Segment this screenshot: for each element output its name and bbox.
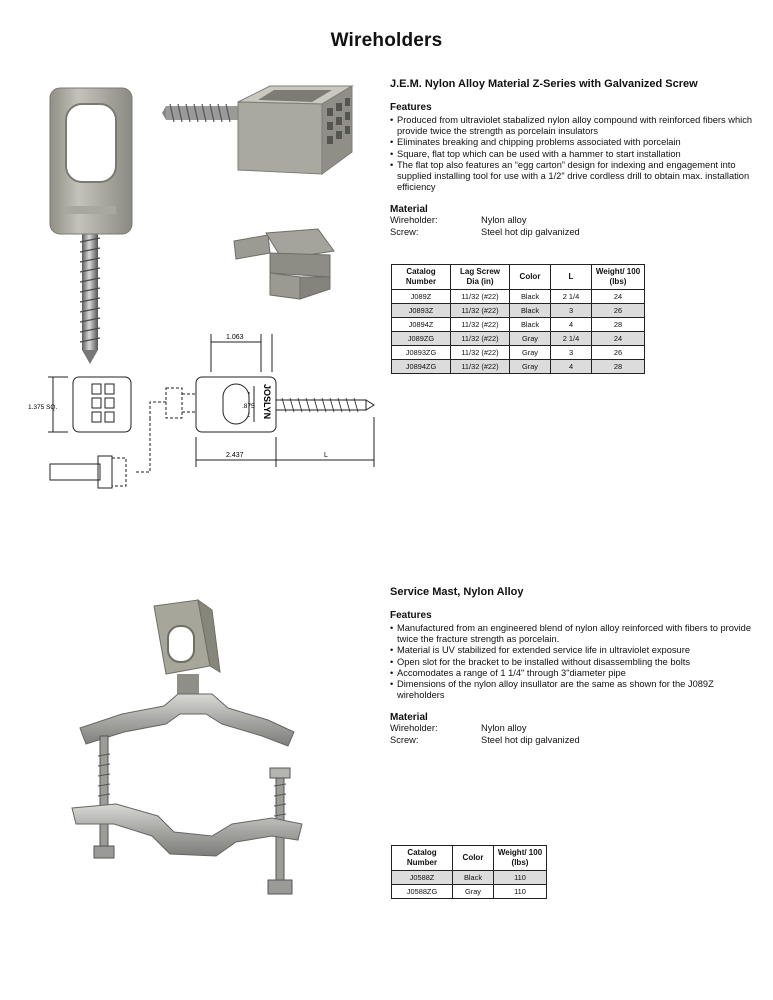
table-cell: Gray: [453, 885, 494, 899]
table-cell: 11/32 (#22): [451, 346, 510, 360]
table-cell: 28: [592, 318, 645, 332]
column-header: Catalog Number: [392, 846, 453, 871]
joslyn-mark: JOSLYN: [262, 384, 272, 420]
section1-title: J.E.M. Nylon Alloy Material Z-Series with Galvanized Screw: [390, 78, 698, 90]
table-cell: Gray: [510, 346, 551, 360]
column-header: Catalog Number: [392, 265, 451, 290]
table-row: [392, 871, 547, 885]
section2-spec-table: [391, 845, 547, 899]
table-cell: Gray: [510, 332, 551, 346]
section-wireholders-z: [390, 78, 762, 238]
table-cell: 110: [494, 871, 547, 885]
table-row: [392, 290, 645, 304]
table-cell: 11/32 (#22): [451, 290, 510, 304]
dim-side-label: 1.375 SQ.: [28, 404, 58, 411]
table-cell: 2 1/4: [551, 290, 592, 304]
table-cell: J0894Z: [392, 318, 451, 332]
table-cell: 28: [592, 360, 645, 374]
table-cell: J089Z: [392, 290, 451, 304]
table-cell: 24: [592, 332, 645, 346]
table-cell: 3: [551, 304, 592, 318]
table-row: [392, 346, 645, 360]
section1-material: [390, 215, 762, 238]
table-cell: Black: [510, 290, 551, 304]
dim-l-label: L: [324, 452, 328, 459]
feature-item: • Manufactured from an engineered blend of nylon alloy reinforced with fibers to provide twice the fracture strength as porcelain.: [390, 623, 762, 645]
feature-item: • Dimensions of the nylon alloy insullator are the same as shown for the J089Z wireholders: [390, 679, 762, 701]
material-value: Steel hot dip galvanized: [481, 226, 580, 237]
feature-item: • Material is UV stabilized for extended service life in ultraviolet exposure: [390, 645, 762, 656]
dim-slot-label: .875: [242, 403, 255, 410]
table-cell: 26: [592, 346, 645, 360]
section-service-mast: [390, 586, 762, 746]
section1-features-list: [390, 115, 762, 193]
dimension-drawing: [28, 322, 380, 512]
section2-features-heading: Features: [390, 610, 432, 621]
section2-features-list: [390, 623, 762, 701]
table-row: [392, 304, 645, 318]
feature-item: • The flat top also features an “egg carton” design for indexing and engagement into supplied installing tool for use with a 1/2" drive cordless drill to obtain max. installation efficiency: [390, 160, 762, 194]
material-value: Nylon alloy: [481, 215, 527, 226]
table-cell: Black: [510, 304, 551, 318]
table-cell: J0588ZG: [392, 885, 453, 899]
table-cell: 11/32 (#22): [451, 304, 510, 318]
feature-item: • Accomodates a range of 1 1/4" through 3"diameter pipe: [390, 668, 762, 679]
column-header: Weight/ 100 (lbs): [494, 846, 547, 871]
column-header: Color: [453, 846, 494, 871]
section1-material-heading: Material: [390, 204, 428, 216]
table-cell: 26: [592, 304, 645, 318]
table-cell: J089ZG: [392, 332, 451, 346]
column-header: L: [551, 265, 592, 290]
column-header: Lag Screw Dia (in): [451, 265, 510, 290]
material-label: Screw:: [390, 734, 419, 745]
table-row: [392, 318, 645, 332]
table-row: [392, 332, 645, 346]
table-cell: 4: [551, 318, 592, 332]
section1-spec-table: [391, 264, 645, 374]
material-label: Wireholder:: [390, 215, 438, 226]
section2-title: Service Mast, Nylon Alloy: [390, 586, 524, 598]
table-cell: Gray: [510, 360, 551, 374]
table-cell: Black: [510, 318, 551, 332]
feature-item: • Square, flat top which can be used with a hammer to start installation: [390, 149, 762, 160]
section2-material: [390, 723, 762, 746]
table-cell: 11/32 (#22): [451, 332, 510, 346]
table-cell: 11/32 (#22): [451, 318, 510, 332]
section2-material-heading: Material: [390, 712, 428, 724]
table-cell: 11/32 (#22): [451, 360, 510, 374]
table-cell: 3: [551, 346, 592, 360]
table-cell: 2 1/4: [551, 332, 592, 346]
dim-top-label: 1.063: [226, 334, 244, 341]
table-cell: J0893Z: [392, 304, 451, 318]
material-value: Steel hot dip galvanized: [481, 734, 580, 745]
dim-length-label: 2.437: [226, 452, 244, 459]
column-header: Weight/ 100 (lbs): [592, 265, 645, 290]
table-cell: J0894ZG: [392, 360, 451, 374]
table-cell: J0588Z: [392, 871, 453, 885]
table-cell: 24: [592, 290, 645, 304]
table-row: [392, 885, 547, 899]
wireholder-side-photo: [162, 82, 362, 202]
table-cell: 110: [494, 885, 547, 899]
material-label: Screw:: [390, 226, 419, 237]
section1-features-heading: Features: [390, 102, 432, 113]
material-value: Nylon alloy: [481, 723, 527, 734]
table-cell: J0893ZG: [392, 346, 451, 360]
installing-tool-photo: [230, 225, 340, 305]
material-label: Wireholder:: [390, 723, 438, 734]
table-cell: Black: [453, 871, 494, 885]
table-row: [392, 360, 645, 374]
page-title: Wireholders: [330, 30, 443, 51]
feature-item: • Produced from ultraviolet stabalized nylon alloy compound with reinforced fibers which provide twice the strength as porcelain insulators: [390, 115, 762, 137]
table-cell: 4: [551, 360, 592, 374]
service-mast-photo: [62, 596, 312, 916]
column-header: Color: [510, 265, 551, 290]
feature-item: • Open slot for the bracket to be installed without disassembling the bolts: [390, 657, 762, 668]
feature-item: • Eliminates breaking and chipping problems associated with porcelain: [390, 137, 762, 148]
